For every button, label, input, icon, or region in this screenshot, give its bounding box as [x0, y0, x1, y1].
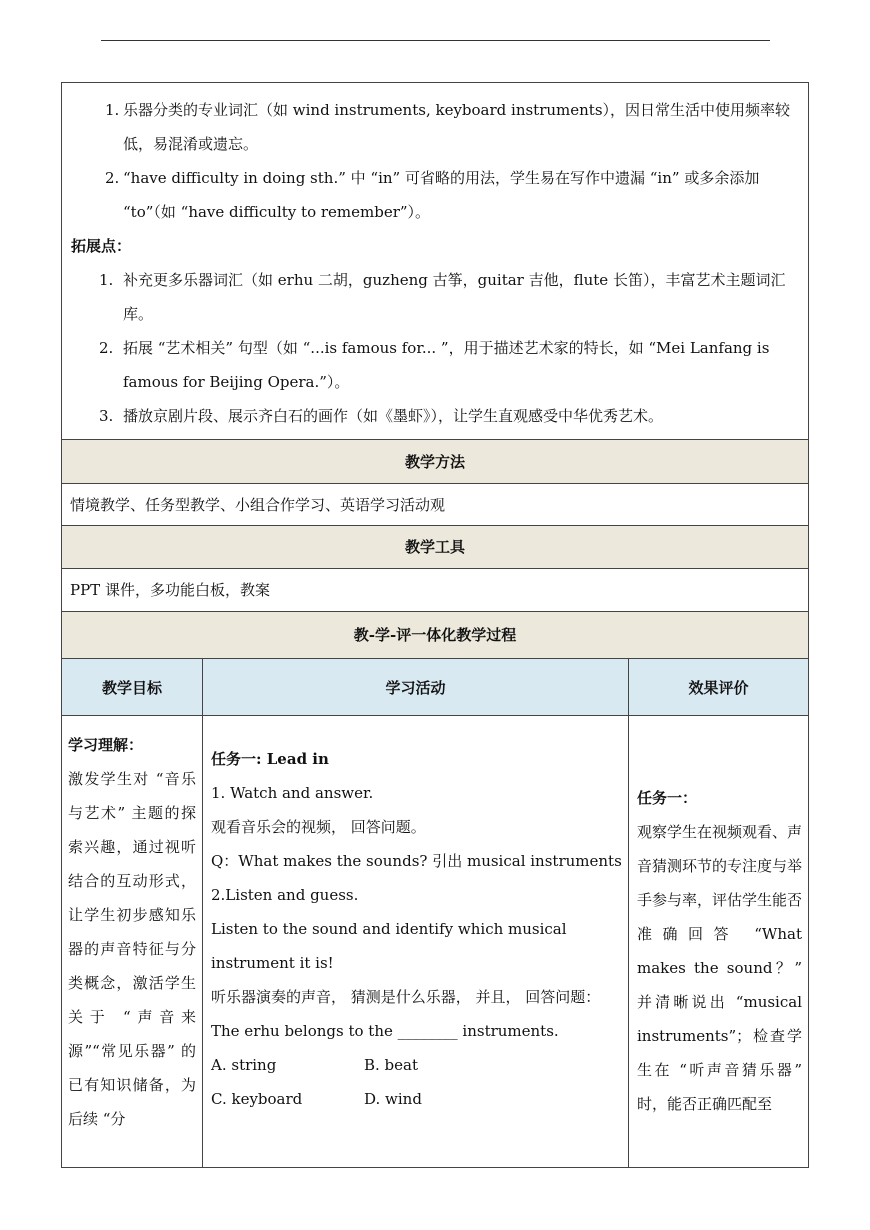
- step1-instruction: 观看音乐会的视频， 回答问题。: [211, 818, 426, 836]
- header-rule: [101, 40, 770, 41]
- task-title: 任务一: Lead in: [211, 750, 329, 768]
- item-number: 2.: [99, 339, 114, 357]
- process-row: [62, 716, 808, 1168]
- step2-instruction-en: Listen to the sound and identify which musical instrument it is!: [211, 920, 567, 972]
- fill-blank-question: The erhu belongs to the ________ instruments.: [211, 1022, 559, 1040]
- options-row: [211, 1082, 622, 1116]
- evaluation-text: 观察学生在视频观看、声音猜测环节的专注度与举手参与率，评估学生能否准确回答 “What makes the sound？” 并清晰说出 “musical instruments”；检查学生在 “听声音猜乐器” 时，能否正确匹配至: [637, 823, 803, 1113]
- goal-text: 激发学生对 “音乐与艺术” 主题的探索兴趣，通过视听结合的互动形式，让学生初步感知乐器的声音特征与分类概念，激活学生关于 “声音来源”“常见乐器” 的已有知识储备，为后续 “分: [68, 770, 196, 1128]
- option-b: B. beat: [364, 1056, 419, 1074]
- process-heading: 教-学-评一体化教学过程: [62, 612, 808, 659]
- item-text: 补充更多乐器词汇（如 erhu 二胡，guzheng 古筝，guitar 吉他，flute 长笛），丰富艺术主题词汇库。: [123, 271, 786, 323]
- option-c: C. keyboard: [211, 1090, 303, 1108]
- tools-heading: 教学工具: [62, 526, 808, 569]
- item-number: 2.: [105, 169, 120, 187]
- column-header-goal: 教学目标: [62, 659, 203, 715]
- step2-instruction-cn: [211, 980, 622, 1014]
- process-column-headers: [62, 659, 808, 716]
- intro-cell: [62, 83, 808, 440]
- methods-content: 情境教学、任务型教学、小组合作学习、英语学习活动观: [62, 484, 808, 526]
- extension-item: [71, 399, 799, 433]
- methods-heading: 教学方法: [62, 440, 808, 484]
- step2-instruction-cn-text: 听乐器演奏的声音， 猜测是什么乐器， 并且， 回答问题：: [211, 988, 601, 1006]
- step2-title: 2.Listen and guess.: [211, 886, 359, 904]
- item-text: 播放京剧片段、展示齐白石的画作（如《墨虾》），让学生直观感受中华优秀艺术。: [123, 407, 664, 425]
- column-header-activity: 学习活动: [203, 659, 629, 715]
- tools-content: PPT 课件，多功能白板，教案: [62, 569, 808, 612]
- difficulty-item: [71, 161, 799, 229]
- step1-title: 1. Watch and answer.: [211, 784, 374, 802]
- item-number: 3.: [99, 407, 114, 425]
- evaluation-cell: [629, 716, 808, 1167]
- item-number: 1.: [99, 271, 114, 289]
- option-d: D. wind: [364, 1090, 422, 1108]
- item-text: 乐器分类的专业词汇（如 wind instruments, keyboard instruments），因日常生活中使用频率较低，易混淆或遗忘。: [123, 101, 791, 153]
- option-a: A. string: [211, 1056, 277, 1074]
- goal-cell: [62, 716, 203, 1167]
- step1-question: Q：What makes the sounds? 引出 musical instruments: [211, 852, 622, 870]
- item-number: 1.: [105, 101, 120, 119]
- extension-heading: 拓展点：: [71, 237, 132, 255]
- extension-item: [71, 263, 799, 331]
- item-text: 拓展 “艺术相关” 句型（如 “...is famous for... ”，用于描述艺术家的特长，如 “Mei Lanfang is famous for Beijing Opera.”）。: [123, 339, 770, 391]
- column-header-evaluation: 效果评价: [688, 678, 749, 697]
- goal-title: 学习理解：: [68, 736, 144, 754]
- lesson-plan-table: [61, 82, 809, 1168]
- extension-item: [71, 331, 799, 399]
- options-row: [211, 1048, 622, 1082]
- difficulty-item: [71, 93, 799, 161]
- item-text: “have difficulty in doing sth.” 中 “in” 可省略的用法，学生易在写作中遗漏 “in” 或多余添加 “to”（如 “have difficulty to remember”）。: [123, 169, 760, 221]
- activity-cell: [203, 716, 629, 1167]
- evaluation-title: 任务一：: [637, 789, 698, 807]
